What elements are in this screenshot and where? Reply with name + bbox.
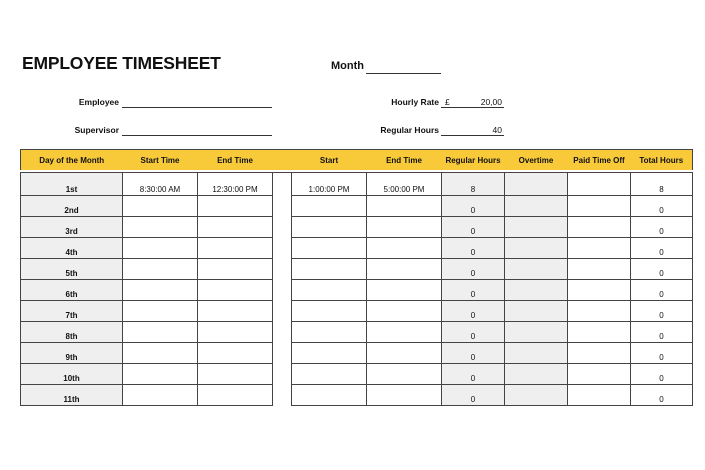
cell-end-time[interactable]: 12:30:00 PM bbox=[198, 171, 273, 196]
cell-start[interactable] bbox=[292, 238, 367, 259]
cell-end-time-2[interactable]: 5:00:00 PM bbox=[367, 171, 442, 196]
cell-paid-time-off[interactable] bbox=[568, 171, 631, 196]
cell-end-time-2[interactable] bbox=[367, 259, 442, 280]
cell-day: 1st bbox=[21, 171, 123, 196]
header-row bbox=[21, 150, 693, 172]
column-header-day: Day of the Month bbox=[21, 150, 123, 172]
cell-end-time-2[interactable] bbox=[367, 280, 442, 301]
cell-regular-hours: 0 bbox=[442, 301, 505, 322]
cell-start-time[interactable] bbox=[123, 364, 198, 385]
hourly-rate-label: Hourly Rate bbox=[391, 97, 439, 107]
cell-paid-time-off[interactable] bbox=[568, 217, 631, 238]
cell-start-time[interactable] bbox=[123, 238, 198, 259]
cell-total-hours: 0 bbox=[631, 280, 693, 301]
cell-gap bbox=[273, 238, 292, 259]
cell-paid-time-off[interactable] bbox=[568, 322, 631, 343]
cell-total-hours: 0 bbox=[631, 238, 693, 259]
cell-total-hours: 0 bbox=[631, 196, 693, 217]
cell-day: 2nd bbox=[21, 196, 123, 217]
supervisor-field[interactable] bbox=[122, 135, 272, 136]
cell-end-time-2[interactable] bbox=[367, 364, 442, 385]
cell-start[interactable] bbox=[292, 385, 367, 406]
cell-paid-time-off[interactable] bbox=[568, 196, 631, 217]
cell-start-time[interactable] bbox=[123, 322, 198, 343]
month-label: Month bbox=[331, 60, 364, 72]
cell-start[interactable] bbox=[292, 343, 367, 364]
cell-overtime[interactable] bbox=[505, 301, 568, 322]
cell-total-hours: 0 bbox=[631, 343, 693, 364]
employee-field[interactable] bbox=[122, 107, 272, 108]
cell-total-hours: 0 bbox=[631, 385, 693, 406]
cell-overtime[interactable] bbox=[505, 343, 568, 364]
column-header-overtime: Overtime bbox=[505, 150, 568, 172]
regular-hours-underline bbox=[441, 135, 504, 136]
table-row bbox=[21, 385, 693, 406]
cell-start[interactable] bbox=[292, 217, 367, 238]
cell-regular-hours: 0 bbox=[442, 385, 505, 406]
table-row bbox=[21, 301, 693, 322]
cell-overtime[interactable] bbox=[505, 322, 568, 343]
cell-start[interactable] bbox=[292, 301, 367, 322]
cell-overtime[interactable] bbox=[505, 364, 568, 385]
currency-symbol: £ bbox=[445, 97, 450, 107]
cell-end-time[interactable] bbox=[198, 301, 273, 322]
cell-start[interactable]: 1:00:00 PM bbox=[292, 171, 367, 196]
cell-overtime[interactable] bbox=[505, 280, 568, 301]
table-row bbox=[21, 343, 693, 364]
cell-total-hours: 0 bbox=[631, 364, 693, 385]
cell-total-hours: 0 bbox=[631, 322, 693, 343]
cell-end-time[interactable] bbox=[198, 364, 273, 385]
cell-day: 3rd bbox=[21, 217, 123, 238]
cell-overtime[interactable] bbox=[505, 238, 568, 259]
month-field[interactable] bbox=[366, 73, 441, 74]
cell-day: 4th bbox=[21, 238, 123, 259]
cell-gap bbox=[273, 322, 292, 343]
supervisor-label: Supervisor bbox=[74, 125, 119, 135]
cell-end-time[interactable] bbox=[198, 196, 273, 217]
cell-start-time[interactable] bbox=[123, 280, 198, 301]
column-header-start-time: Start Time bbox=[123, 150, 198, 172]
column-header-end-time-2: End Time bbox=[367, 150, 442, 172]
cell-end-time[interactable] bbox=[198, 322, 273, 343]
column-header-regular-hours: Regular Hours bbox=[442, 150, 505, 172]
column-header-start: Start bbox=[292, 150, 367, 172]
cell-gap bbox=[273, 196, 292, 217]
table-row bbox=[21, 322, 693, 343]
cell-end-time-2[interactable] bbox=[367, 322, 442, 343]
column-header-gap bbox=[273, 150, 292, 172]
cell-start[interactable] bbox=[292, 280, 367, 301]
cell-regular-hours: 0 bbox=[442, 259, 505, 280]
cell-regular-hours: 0 bbox=[442, 280, 505, 301]
cell-start[interactable] bbox=[292, 364, 367, 385]
cell-paid-time-off[interactable] bbox=[568, 385, 631, 406]
employee-label: Employee bbox=[78, 97, 119, 107]
cell-paid-time-off[interactable] bbox=[568, 238, 631, 259]
cell-overtime[interactable] bbox=[505, 217, 568, 238]
cell-start[interactable] bbox=[292, 259, 367, 280]
cell-total-hours: 0 bbox=[631, 217, 693, 238]
cell-end-time[interactable] bbox=[198, 238, 273, 259]
cell-end-time-2[interactable] bbox=[367, 301, 442, 322]
cell-paid-time-off[interactable] bbox=[568, 301, 631, 322]
cell-overtime[interactable] bbox=[505, 171, 568, 196]
cell-start[interactable] bbox=[292, 322, 367, 343]
table-row bbox=[21, 217, 693, 238]
column-header-end-time: End Time bbox=[198, 150, 273, 172]
cell-regular-hours: 0 bbox=[442, 364, 505, 385]
cell-gap bbox=[273, 364, 292, 385]
cell-end-time-2[interactable] bbox=[367, 196, 442, 217]
cell-paid-time-off[interactable] bbox=[568, 259, 631, 280]
cell-gap bbox=[273, 259, 292, 280]
cell-start-time[interactable] bbox=[123, 196, 198, 217]
cell-start-time[interactable] bbox=[123, 343, 198, 364]
cell-regular-hours: 0 bbox=[442, 196, 505, 217]
cell-regular-hours: 0 bbox=[442, 343, 505, 364]
column-header-paid-time-off: Paid Time Off bbox=[568, 150, 631, 172]
cell-start-time[interactable] bbox=[123, 301, 198, 322]
cell-start-time[interactable] bbox=[123, 259, 198, 280]
cell-day: 5th bbox=[21, 259, 123, 280]
table-row bbox=[21, 259, 693, 280]
cell-total-hours: 0 bbox=[631, 259, 693, 280]
cell-end-time-2[interactable] bbox=[367, 238, 442, 259]
cell-paid-time-off[interactable] bbox=[568, 364, 631, 385]
cell-day: 10th bbox=[21, 364, 123, 385]
cell-paid-time-off[interactable] bbox=[568, 280, 631, 301]
table-row bbox=[21, 238, 693, 259]
cell-end-time-2[interactable] bbox=[367, 217, 442, 238]
cell-gap bbox=[273, 171, 292, 196]
cell-regular-hours: 0 bbox=[442, 238, 505, 259]
cell-day: 9th bbox=[21, 343, 123, 364]
cell-gap bbox=[273, 217, 292, 238]
cell-day: 8th bbox=[21, 322, 123, 343]
cell-overtime[interactable] bbox=[505, 259, 568, 280]
cell-start-time[interactable] bbox=[123, 385, 198, 406]
table-row bbox=[21, 196, 693, 217]
cell-gap bbox=[273, 343, 292, 364]
cell-end-time[interactable] bbox=[198, 280, 273, 301]
cell-day: 7th bbox=[21, 301, 123, 322]
cell-regular-hours: 0 bbox=[442, 322, 505, 343]
table-row bbox=[21, 364, 693, 385]
cell-start-time[interactable]: 8:30:00 AM bbox=[123, 171, 198, 196]
cell-end-time[interactable] bbox=[198, 385, 273, 406]
cell-gap bbox=[273, 301, 292, 322]
regular-hours-label: Regular Hours bbox=[380, 125, 439, 135]
page-title: EMPLOYEE TIMESHEET bbox=[22, 53, 221, 73]
cell-day: 11th bbox=[21, 385, 123, 406]
hourly-rate-value[interactable]: 20,00 bbox=[480, 97, 502, 107]
cell-total-hours: 8 bbox=[631, 171, 693, 196]
cell-gap bbox=[273, 280, 292, 301]
cell-regular-hours: 8 bbox=[442, 171, 505, 196]
table-row bbox=[21, 171, 693, 196]
cell-start[interactable] bbox=[292, 196, 367, 217]
timesheet-table bbox=[20, 149, 693, 406]
hourly-rate-underline bbox=[441, 107, 504, 108]
cell-end-time[interactable] bbox=[198, 217, 273, 238]
regular-hours-value[interactable]: 40 bbox=[492, 125, 502, 135]
cell-total-hours: 0 bbox=[631, 301, 693, 322]
cell-end-time-2[interactable] bbox=[367, 385, 442, 406]
cell-gap bbox=[273, 385, 292, 406]
cell-regular-hours: 0 bbox=[442, 217, 505, 238]
cell-start-time[interactable] bbox=[123, 217, 198, 238]
cell-paid-time-off[interactable] bbox=[568, 343, 631, 364]
cell-end-time[interactable] bbox=[198, 343, 273, 364]
cell-end-time[interactable] bbox=[198, 259, 273, 280]
cell-overtime[interactable] bbox=[505, 385, 568, 406]
cell-day: 6th bbox=[21, 280, 123, 301]
column-header-total-hours: Total Hours bbox=[631, 150, 693, 172]
cell-overtime[interactable] bbox=[505, 196, 568, 217]
table-row bbox=[21, 280, 693, 301]
cell-end-time-2[interactable] bbox=[367, 343, 442, 364]
